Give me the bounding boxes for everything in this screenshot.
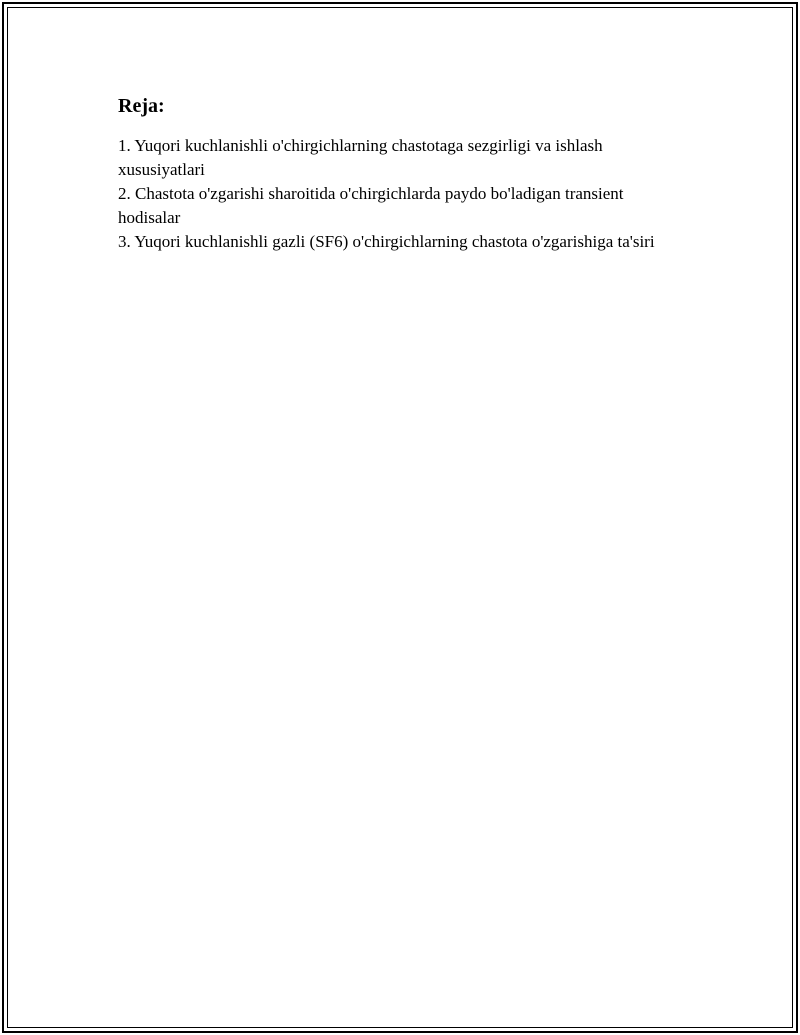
plan-item-2: 2. Chastota o'zgarishi sharoitida o'chirgichlarda paydo bo'ladigan transient hodisalar [118, 184, 624, 227]
plan-item-3: 3. Yuqori kuchlanishli gazli (SF6) o'chirgichlarning chastota o'zgarishiga ta'siri [118, 232, 655, 251]
plan-heading: Reja: [118, 95, 165, 117]
document-content [118, 92, 678, 254]
plan-item-1: 1. Yuqori kuchlanishli o'chirgichlarning chastotaga sezgirligi va ishlash xususiyatlari [118, 136, 603, 179]
plan-list [118, 134, 678, 254]
